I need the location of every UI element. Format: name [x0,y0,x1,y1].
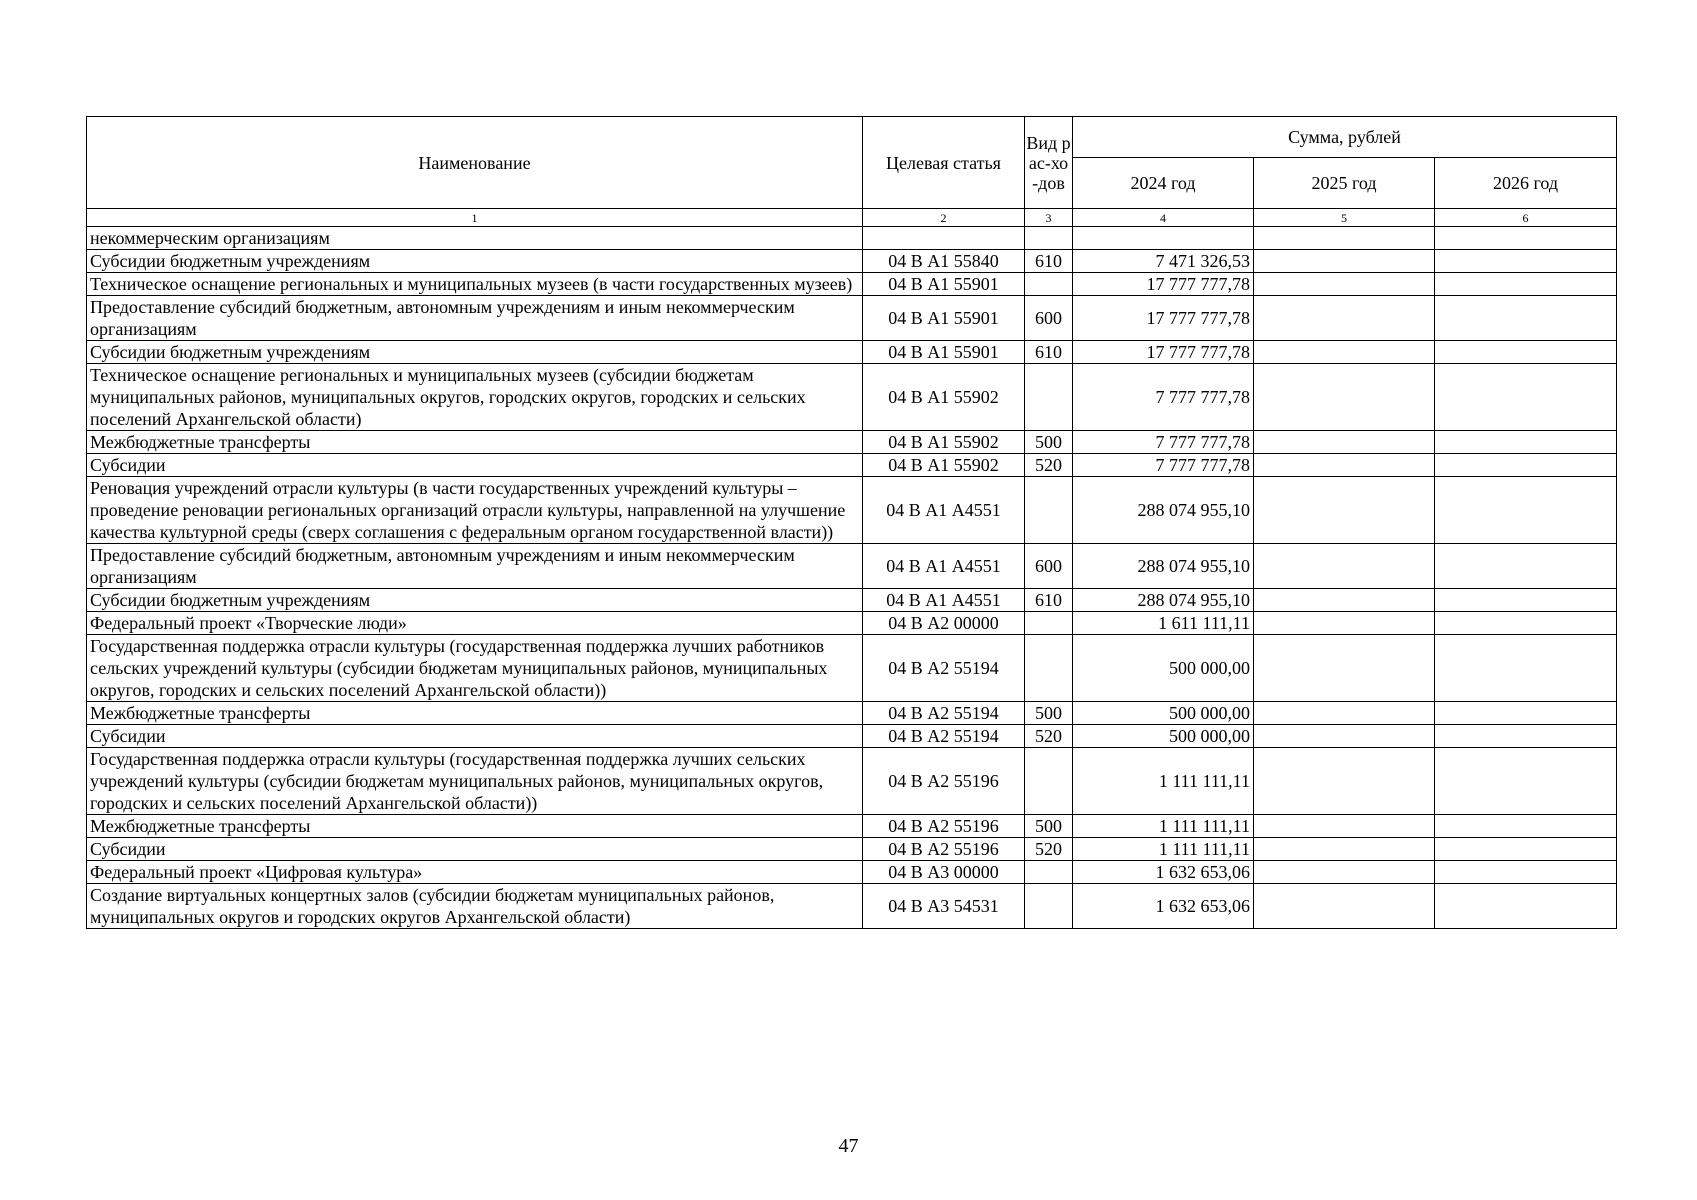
row-name: Государственная поддержка отрасли культуры (государственная поддержка лучших сельских учреждений культуры (субсидии бюджетам муниципальных районов, муниципальных округов, городских и сельских поселений Архангельской области)) [87,748,863,815]
row-amount-2024: 1 632 653,06 [1073,884,1254,929]
row-target-article: 04 В А3 00000 [863,861,1025,884]
row-amount-2026 [1435,702,1617,725]
row-expense-type [1025,612,1073,635]
row-target-article: 04 В А1 А4551 [863,477,1025,544]
table-row [87,273,1617,296]
row-expense-type: 500 [1025,702,1073,725]
budget-table [86,116,1617,929]
row-name: Субсидии бюджетным учреждениям [87,250,863,273]
row-amount-2026 [1435,341,1617,364]
row-expense-type [1025,477,1073,544]
row-amount-2026 [1435,612,1617,635]
table-row [87,227,1617,250]
header-name: Наименование [87,117,863,209]
row-amount-2024: 1 611 111,11 [1073,612,1254,635]
column-number: 5 [1254,209,1435,227]
row-amount-2024 [1073,227,1254,250]
row-amount-2025 [1254,815,1435,838]
row-name: Создание виртуальных концертных залов (субсидии бюджетам муниципальных районов, муниципальных округов и городских округов Архангельской области) [87,884,863,929]
row-amount-2024: 1 111 111,11 [1073,838,1254,861]
row-amount-2025 [1254,612,1435,635]
row-amount-2025 [1254,635,1435,702]
column-number: 1 [87,209,863,227]
row-amount-2026 [1435,296,1617,341]
table-row [87,250,1617,273]
row-target-article: 04 В А1 55901 [863,273,1025,296]
row-expense-type: 500 [1025,815,1073,838]
row-name: Межбюджетные трансферты [87,815,863,838]
row-target-article: 04 В А2 55194 [863,725,1025,748]
table-row [87,635,1617,702]
row-amount-2025 [1254,702,1435,725]
row-amount-2024: 17 777 777,78 [1073,341,1254,364]
row-expense-type: 600 [1025,296,1073,341]
header-sum: Сумма, рублей [1073,117,1617,158]
row-amount-2025 [1254,725,1435,748]
row-amount-2024: 1 111 111,11 [1073,748,1254,815]
row-amount-2025 [1254,838,1435,861]
row-amount-2024: 7 471 326,53 [1073,250,1254,273]
row-name: Субсидии [87,838,863,861]
row-expense-type [1025,635,1073,702]
row-amount-2024: 7 777 777,78 [1073,431,1254,454]
row-amount-2024: 500 000,00 [1073,635,1254,702]
row-amount-2026 [1435,364,1617,431]
table-row [87,477,1617,544]
row-expense-type [1025,227,1073,250]
column-number: 6 [1435,209,1617,227]
table-row [87,431,1617,454]
row-target-article: 04 В А2 00000 [863,612,1025,635]
row-target-article: 04 В А1 А4551 [863,589,1025,612]
row-target-article: 04 В А1 55901 [863,296,1025,341]
row-name: Межбюджетные трансферты [87,431,863,454]
row-name: Межбюджетные трансферты [87,702,863,725]
table-header [87,117,1617,227]
row-target-article: 04 В А1 55902 [863,431,1025,454]
header-target-article: Целевая статья [863,117,1025,209]
row-amount-2026 [1435,884,1617,929]
row-target-article: 04 В А1 55901 [863,341,1025,364]
row-expense-type [1025,861,1073,884]
row-target-article: 04 В А2 55196 [863,748,1025,815]
row-target-article: 04 В А2 55196 [863,838,1025,861]
row-amount-2025 [1254,431,1435,454]
table-row [87,725,1617,748]
row-target-article: 04 В А1 А4551 [863,544,1025,589]
column-number: 4 [1073,209,1254,227]
row-amount-2024: 17 777 777,78 [1073,273,1254,296]
row-name: Государственная поддержка отрасли культуры (государственная поддержка лучших работников сельских учреждений культуры (субсидии бюджетам муниципальных районов, муниципальных округов, городских и сельских поселений Архангельской области)) [87,635,863,702]
row-target-article: 04 В А1 55902 [863,364,1025,431]
row-expense-type [1025,273,1073,296]
row-amount-2024: 288 074 955,10 [1073,544,1254,589]
row-amount-2026 [1435,838,1617,861]
row-amount-2025 [1254,454,1435,477]
row-amount-2026 [1435,454,1617,477]
table-row [87,861,1617,884]
row-expense-type: 500 [1025,431,1073,454]
table-row [87,589,1617,612]
row-target-article: 04 В А1 55902 [863,454,1025,477]
row-amount-2025 [1254,544,1435,589]
row-name: Субсидии бюджетным учреждениям [87,589,863,612]
row-target-article: 04 В А2 55196 [863,815,1025,838]
row-target-article: 04 В А2 55194 [863,635,1025,702]
row-amount-2026 [1435,589,1617,612]
table-row [87,364,1617,431]
row-amount-2026 [1435,748,1617,815]
row-amount-2024: 17 777 777,78 [1073,296,1254,341]
header-year-2026: 2026 год [1435,158,1617,209]
table-row [87,544,1617,589]
row-name: Субсидии [87,725,863,748]
row-expense-type: 610 [1025,250,1073,273]
row-name: Реновация учреждений отрасли культуры (в части государственных учреждений культуры – проведение реновации региональных организаций отрасли культуры, направленной на улучшение качества культурной среды (сверх соглашения с федеральным органом государственной власти)) [87,477,863,544]
table-row [87,748,1617,815]
page-number: 47 [838,1135,859,1157]
row-amount-2025 [1254,477,1435,544]
row-amount-2024: 500 000,00 [1073,702,1254,725]
row-target-article: 04 В А2 55194 [863,702,1025,725]
row-expense-type [1025,364,1073,431]
row-name: Федеральный проект «Творческие люди» [87,612,863,635]
row-expense-type [1025,748,1073,815]
row-expense-type: 610 [1025,341,1073,364]
row-amount-2025 [1254,341,1435,364]
header-year-2024: 2024 год [1073,158,1254,209]
header-year-2025: 2025 год [1254,158,1435,209]
row-expense-type: 520 [1025,454,1073,477]
row-name: Техническое оснащение региональных и муниципальных музеев (субсидии бюджетам муниципальных районов, муниципальных округов, городских округов, городских и сельских поселений Архангельской области) [87,364,863,431]
row-expense-type: 600 [1025,544,1073,589]
row-amount-2025 [1254,296,1435,341]
table-row [87,838,1617,861]
row-amount-2025 [1254,589,1435,612]
row-amount-2024: 1 632 653,06 [1073,861,1254,884]
row-amount-2024: 7 777 777,78 [1073,364,1254,431]
row-expense-type: 520 [1025,838,1073,861]
row-amount-2026 [1435,544,1617,589]
row-target-article [863,227,1025,250]
row-expense-type: 610 [1025,589,1073,612]
row-amount-2026 [1435,273,1617,296]
row-amount-2024: 288 074 955,10 [1073,477,1254,544]
row-name: некоммерческим организациям [87,227,863,250]
row-amount-2026 [1435,861,1617,884]
table-row [87,454,1617,477]
row-amount-2026 [1435,477,1617,544]
row-expense-type: 520 [1025,725,1073,748]
column-number: 2 [863,209,1025,227]
row-amount-2025 [1254,250,1435,273]
row-amount-2024: 500 000,00 [1073,725,1254,748]
header-expense-type: Вид рас-хо-дов [1025,117,1073,209]
row-amount-2026 [1435,815,1617,838]
row-name: Предоставление субсидий бюджетным, автономным учреждениям и иным некоммерческим организациям [87,544,863,589]
table-row [87,702,1617,725]
row-name: Субсидии [87,454,863,477]
row-amount-2025 [1254,227,1435,250]
row-amount-2026 [1435,250,1617,273]
row-name: Субсидии бюджетным учреждениям [87,341,863,364]
row-expense-type [1025,884,1073,929]
table-body [87,227,1617,929]
row-amount-2024: 7 777 777,78 [1073,454,1254,477]
row-amount-2024: 288 074 955,10 [1073,589,1254,612]
row-amount-2025 [1254,273,1435,296]
row-target-article: 04 В А3 54531 [863,884,1025,929]
row-amount-2025 [1254,861,1435,884]
row-name: Предоставление субсидий бюджетным, автономным учреждениям и иным некоммерческим организациям [87,296,863,341]
row-amount-2026 [1435,431,1617,454]
table-row [87,815,1617,838]
row-amount-2026 [1435,227,1617,250]
column-number: 3 [1025,209,1073,227]
row-name: Федеральный проект «Цифровая культура» [87,861,863,884]
row-amount-2024: 1 111 111,11 [1073,815,1254,838]
column-numbers-row [87,209,1617,227]
table-row [87,341,1617,364]
table-row [87,884,1617,929]
row-amount-2025 [1254,748,1435,815]
row-amount-2025 [1254,884,1435,929]
row-name: Техническое оснащение региональных и муниципальных музеев (в части государственных музеев) [87,273,863,296]
row-amount-2026 [1435,635,1617,702]
row-amount-2026 [1435,725,1617,748]
row-amount-2025 [1254,364,1435,431]
table-row [87,612,1617,635]
table-row [87,296,1617,341]
row-target-article: 04 В А1 55840 [863,250,1025,273]
